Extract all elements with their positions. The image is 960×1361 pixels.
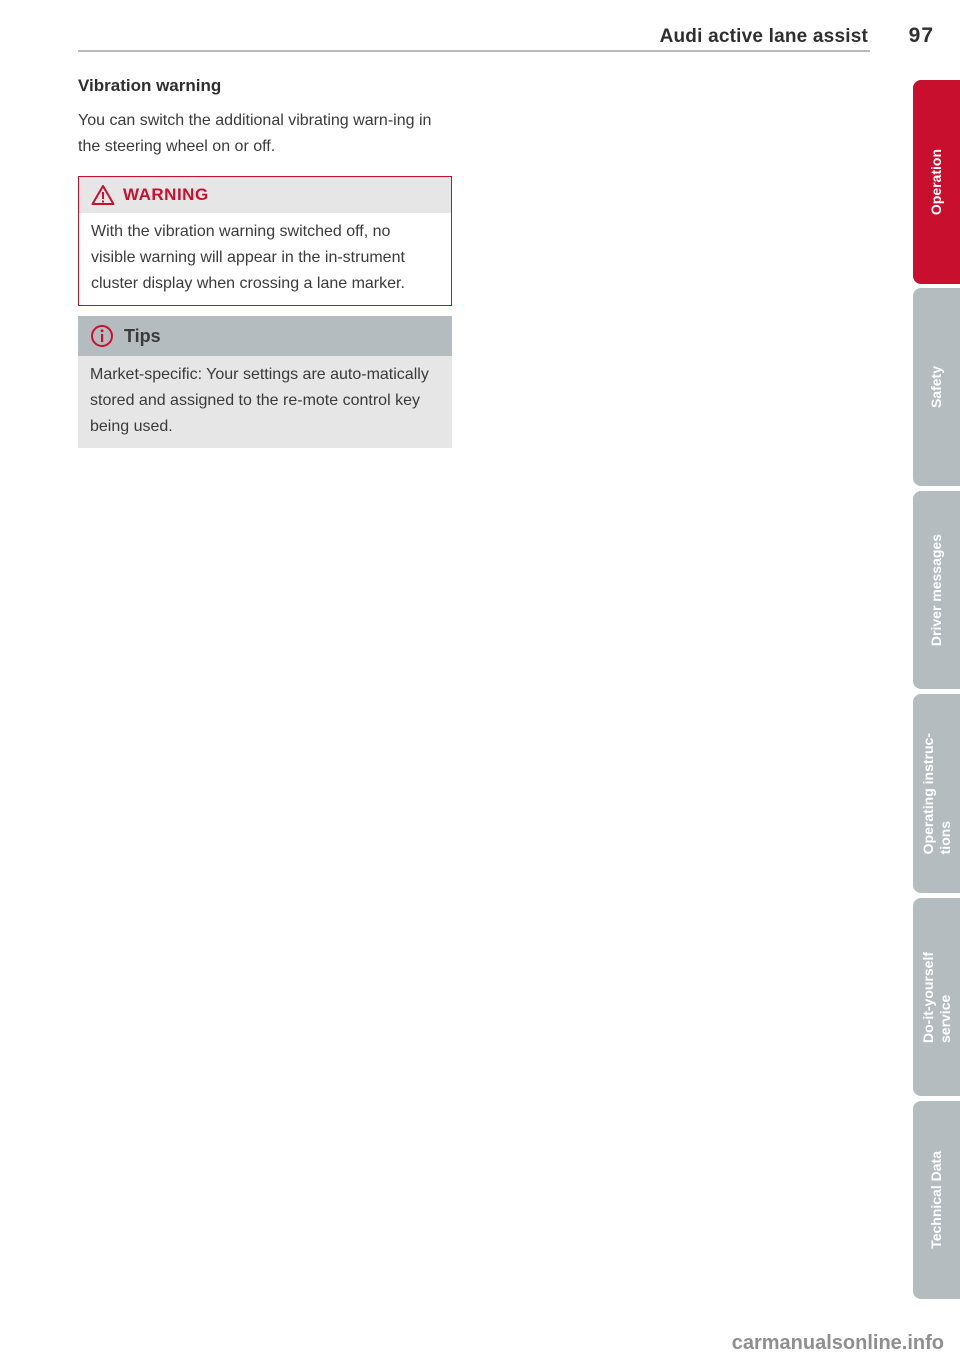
side-tab-driver-messages[interactable] [913,491,960,689]
side-tab-label: Do-it-yourself service [919,951,953,1043]
side-tab-label: Safety [928,365,944,409]
tips-box [78,316,452,448]
running-header-title: Audi active lane assist [659,26,868,47]
side-tab-label: Operating instruc- tions [919,732,953,855]
warning-header [79,176,451,213]
tips-text: Market-specific: Your settings are auto-matically stored and assigned to the re-mote control key being used. [90,366,429,435]
side-tab-do-it-yourself-service[interactable] [913,898,960,1096]
section-heading: Vibration warning [78,76,222,95]
section-body: You can switch the additional vibrating warn-ing in the steering wheel on or off. [78,112,432,155]
side-tab-label: Operation [928,148,944,216]
header-rule [78,50,870,52]
page-number: 97 [908,24,934,47]
side-tab-label: Driver messages [928,533,944,647]
side-tab-label: Technical Data [928,1151,944,1249]
warning-label: WARNING [123,185,209,204]
side-tab-technical-data[interactable] [913,1101,960,1299]
main-content [78,76,452,448]
side-tab-operation[interactable] [913,80,960,284]
warning-text: With the vibration warning switched off, no visible warning will appear in the in-strument cluster display when crossing a lane marker. [91,223,405,292]
info-circle-icon [90,324,114,348]
tips-label: Tips [124,325,161,346]
warning-triangle-icon [91,184,115,206]
tips-header [78,316,452,356]
warning-box [78,176,452,306]
side-tab-operating-instructions[interactable] [913,694,960,893]
watermark: carmanualsonline.info [731,1332,944,1354]
side-tab-safety[interactable] [913,288,960,486]
